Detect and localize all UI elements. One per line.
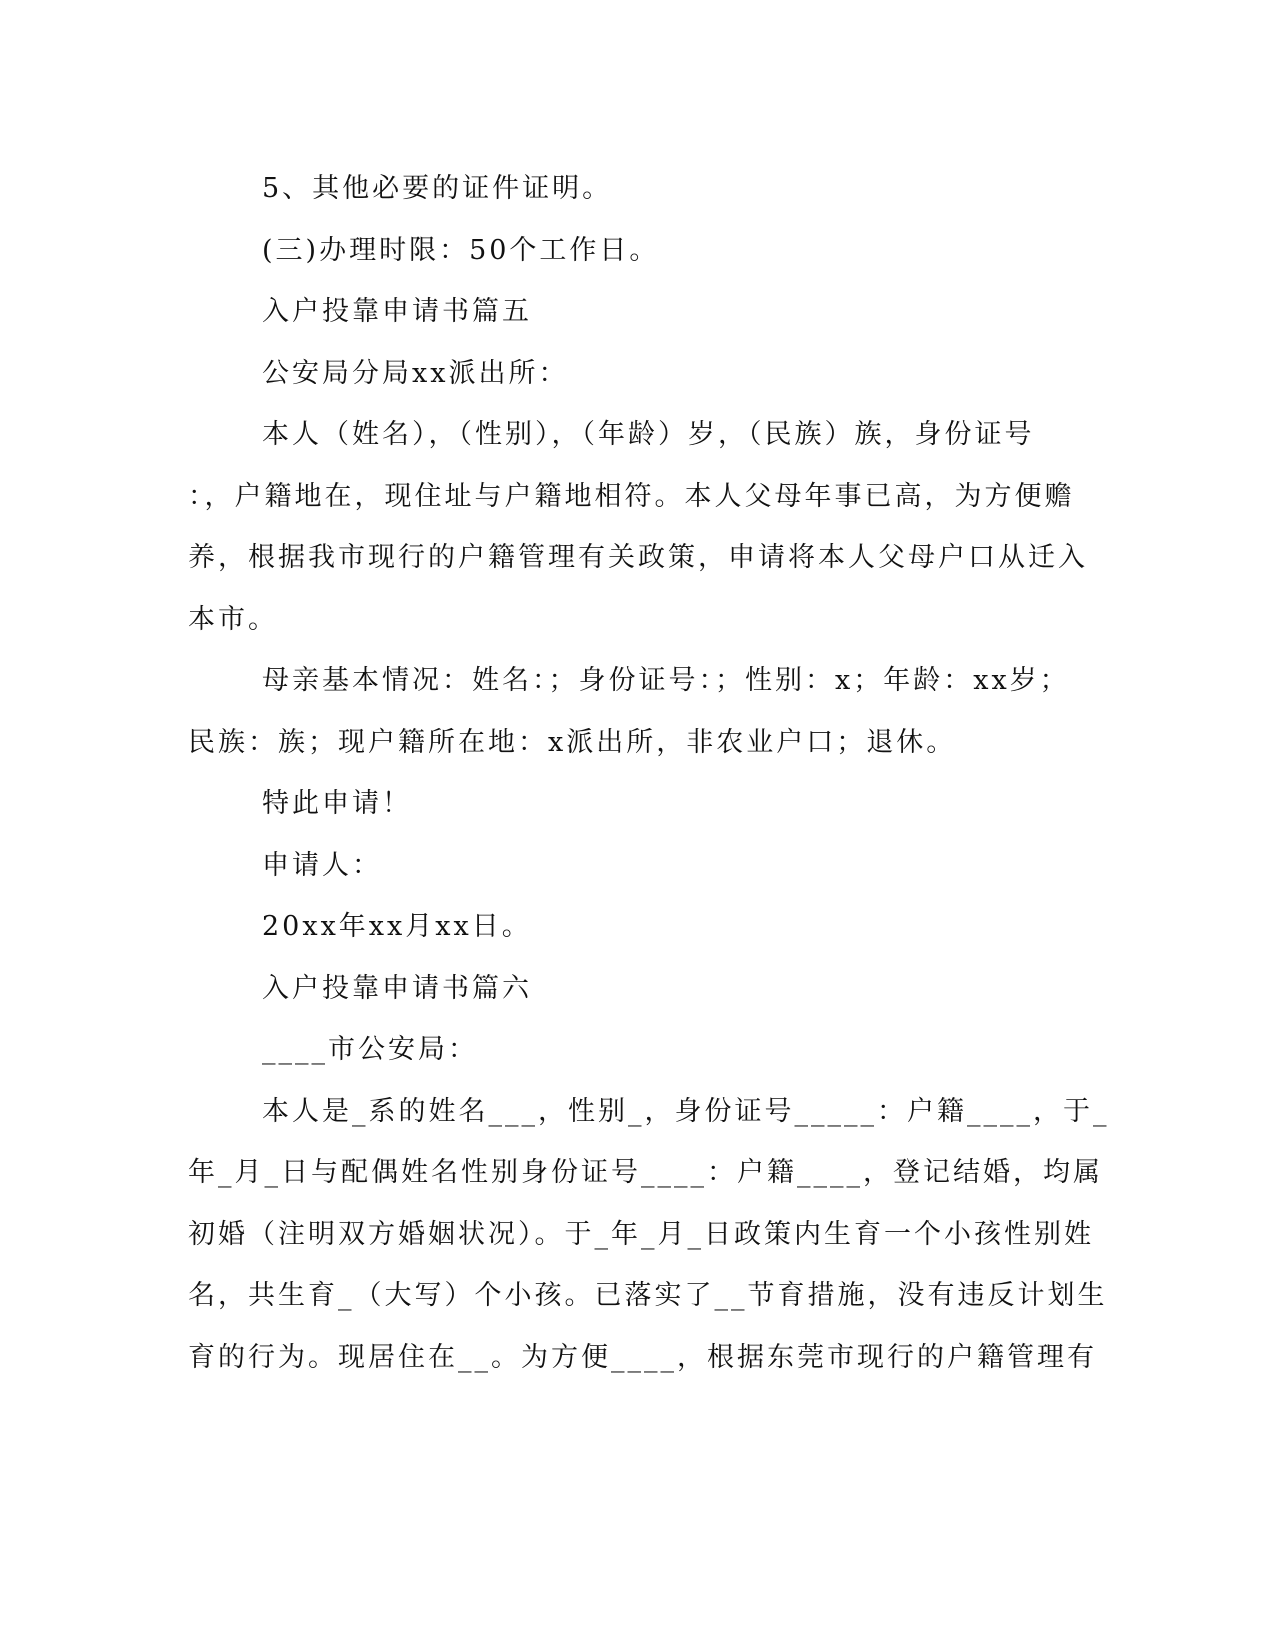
text-line: 初婚（注明双方婚姻状况）。于_年_月_日政策内生育一个小孩性别姓	[188, 1218, 1094, 1250]
section-heading: 入户投靠申请书篇五	[262, 296, 532, 327]
section-heading: 入户投靠申请书篇六	[262, 972, 532, 1004]
text-line: 本市。	[188, 603, 278, 635]
text-line: ：，户籍地在，现住址与户籍地相符。本人父母年事已高，为方便赡	[188, 480, 1075, 512]
document-body	[188, 158, 1110, 1388]
text-line: 育的行为。现居住在__。为方便____，根据东莞市现行的户籍管理有	[188, 1341, 1097, 1373]
text-line: 名，共生育_（大写）个小孩。已落实了__节育措施，没有违反计划生	[188, 1280, 1108, 1311]
text-line: 民族：族；现户籍所在地：x派出所，非农业户口；退休。	[188, 726, 957, 758]
salutation: ____市公安局：	[262, 1034, 478, 1065]
applicant-line: 申请人：	[262, 849, 382, 881]
text-line: 本人是_系的姓名___，性别_，身份证号_____：户籍____，于_	[262, 1095, 1110, 1127]
text-line: 本人（姓名），（性别），（年龄）岁，（民族）族，身份证号	[262, 419, 1035, 450]
text-line: 年_月_日与配偶姓名性别身份证号____：户籍____，登记结婚，均属	[188, 1157, 1103, 1188]
text-line: 养，根据我市现行的户籍管理有关政策，申请将本人父母户口从迁入	[188, 542, 1088, 573]
closing-line: 特此申请！	[262, 788, 412, 819]
text-line: 5、其他必要的证件证明。	[262, 173, 613, 204]
text-line: (三)办理时限：50个工作日。	[262, 234, 660, 266]
date-line: 20xx年xx月xx日。	[262, 911, 532, 942]
salutation: 公安局分局xx派出所：	[262, 357, 569, 389]
text-line: 母亲基本情况：姓名：；身份证号：；性别：x；年龄：xx岁；	[262, 665, 1070, 696]
